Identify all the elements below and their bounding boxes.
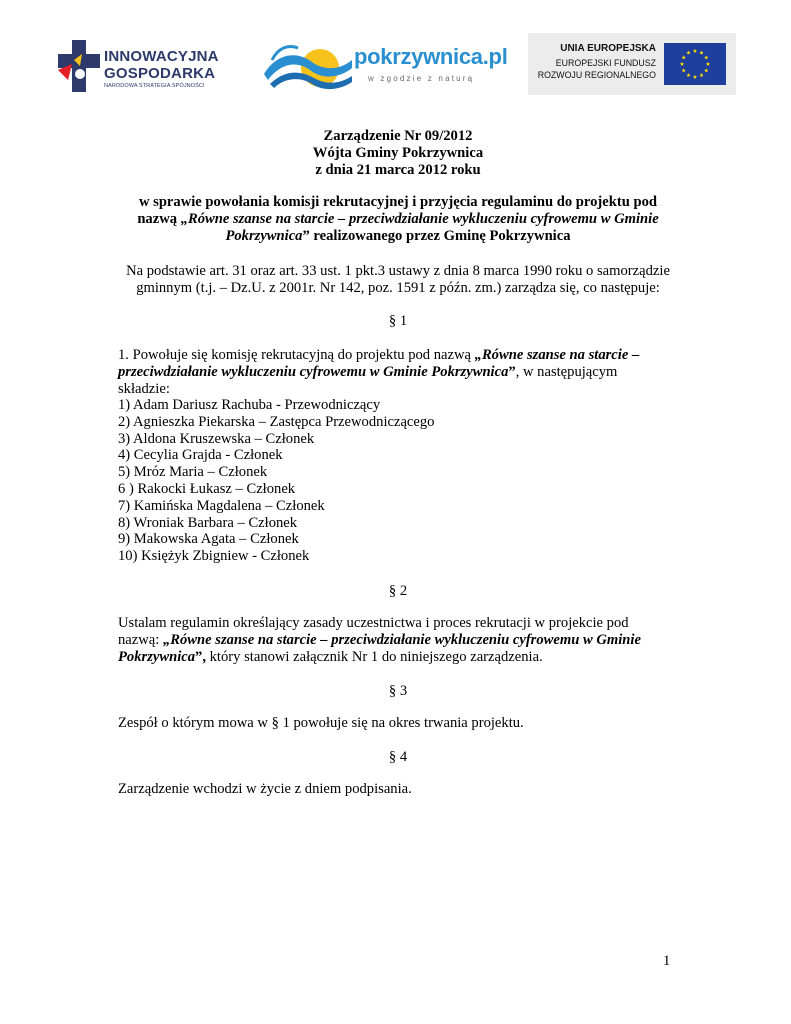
- title-line-3: z dnia 21 marca 2012 roku: [315, 162, 481, 178]
- document-title: [118, 128, 678, 179]
- section-3-mark: § 3: [388, 683, 408, 699]
- section-1-project-italic: „Równe szanse na starcie –: [474, 347, 640, 363]
- legal-basis-line-2: gminnym (t.j. – Dz.U. z 2001r. Nr 142, poz. 1591 z późn. zm.) zarządza się, co następuje:: [136, 280, 660, 296]
- eu-logo-line3: ROZWOJU REGIONALNEGO: [537, 70, 656, 80]
- list-item: 4) Cecylia Grajda - Członek: [118, 447, 283, 464]
- section-1-intro-prefix: 1. Powołuje się komisję rekrutacyjną do projektu pod nazwą: [118, 347, 475, 363]
- subject-line-2-prefix: nazwą: [137, 211, 181, 227]
- eu-fund-logo: [528, 33, 736, 95]
- pokrzywnica-logo-title: pokrzywnica.pl: [354, 44, 508, 69]
- subject-line-2: [118, 211, 678, 228]
- section-1-intro-line-1: [118, 347, 639, 364]
- section-1-project-italic-2: przeciwdziałanie wykluczeniu cyfrowemu w Gminie Pokrzywnica: [118, 364, 509, 380]
- list-item: 9) Makowska Agata – Członek: [118, 531, 299, 548]
- subject-line-3: [118, 228, 678, 245]
- eu-logo-line1: UNIA EUROPEJSKA: [560, 43, 656, 54]
- committee-members-list: [118, 397, 434, 565]
- section-1-intro-line-2: [118, 364, 639, 381]
- list-item: 1) Adam Dariusz Rachuba - Przewodniczący: [118, 397, 381, 413]
- list-item: 10) Księżyk Zbigniew - Członek: [118, 548, 310, 565]
- project-name-italic: „Równe szanse na starcie – przeciwdziałanie wykluczeniu cyfrowemu w Gminie: [180, 211, 659, 227]
- pokrzywnica-sun-wave-icon: [262, 40, 354, 92]
- section-1-quote-close: ”: [508, 364, 516, 380]
- innowacyjna-line3: NARODOWA STRATEGIA SPÓJNOŚCI: [104, 83, 205, 89]
- document-subject: [118, 194, 678, 245]
- section-1-intro-suffix: , w następującym: [515, 364, 618, 380]
- innowacyjna-gospodarka-emblem-icon: [58, 40, 100, 92]
- innowacyjna-line1: INNOWACYJNA: [104, 48, 219, 65]
- section-2-mark: § 2: [388, 583, 408, 599]
- list-item: 2) Agnieszka Piekarska – Zastępca Przewodniczącego: [118, 413, 435, 430]
- eu-flag-icon: [664, 43, 726, 85]
- section-2-line-2: [118, 632, 641, 649]
- section-2-line-2-prefix: nazwą:: [118, 632, 163, 648]
- subject-line-3-suffix: ” realizowanego przez Gminę Pokrzywnica: [302, 228, 571, 244]
- list-item: 8) Wroniak Barbara – Członek: [118, 514, 298, 531]
- legal-basis: [118, 263, 678, 297]
- page-number: 1: [663, 953, 671, 969]
- section-1-mark: § 1: [388, 313, 408, 329]
- section-2-quote-close: ”,: [195, 649, 206, 665]
- innowacyjna-gospodarka-logo: [58, 38, 233, 94]
- section-4-text: Zarządzenie wchodzi w życie z dniem podpisania.: [118, 781, 412, 797]
- eu-logo-line2: EUROPEJSKI FUNDUSZ: [555, 58, 656, 68]
- project-name-italic-end: Pokrzywnica: [225, 228, 303, 244]
- section-2-text: [118, 615, 641, 666]
- subject-line-1: w sprawie powołania komisji rekrutacyjnej i przyjęcia regulaminu do projektu pod: [138, 194, 658, 210]
- section-2-line-1: Ustalam regulamin określający zasady uczestnictwa i proces rekrutacji w projekcie pod: [118, 615, 629, 631]
- section-1-intro-line-3: składzie:: [118, 381, 170, 397]
- pokrzywnica-logo-subtitle: w zgodzie z naturą: [368, 74, 475, 83]
- title-line-1: Zarządzenie Nr 09/2012: [323, 128, 473, 144]
- section-4-mark: § 4: [388, 749, 408, 765]
- section-1-intro: [118, 347, 639, 398]
- title-line-2: Wójta Gminy Pokrzywnica: [312, 145, 484, 161]
- innowacyjna-line2: GOSPODARKA: [104, 65, 216, 82]
- legal-basis-line-1: Na podstawie art. 31 oraz art. 33 ust. 1 pkt.3 ustawy z dnia 8 marca 1990 roku o samorządzie: [126, 263, 670, 279]
- pokrzywnica-logo: [262, 38, 508, 94]
- section-2-project-italic: „Równe szanse na starcie – przeciwdziałanie wykluczeniu cyfrowemu w Gminie: [162, 632, 641, 648]
- section-2-line-3-suffix: który stanowi załącznik Nr 1 do niniejszego zarządzenia.: [205, 649, 543, 665]
- section-2-project-italic-2: Pokrzywnica: [118, 649, 196, 665]
- section-3-text: Zespół o którym mowa w § 1 powołuje się na okres trwania projektu.: [118, 715, 524, 731]
- list-item: 6 ) Rakocki Łukasz – Członek: [118, 480, 296, 497]
- list-item: 3) Aldona Kruszewska – Członek: [118, 430, 315, 447]
- list-item: 5) Mróz Maria – Członek: [118, 464, 268, 481]
- section-2-line-3: [118, 649, 641, 666]
- list-item: 7) Kamińska Magdalena – Członek: [118, 497, 325, 514]
